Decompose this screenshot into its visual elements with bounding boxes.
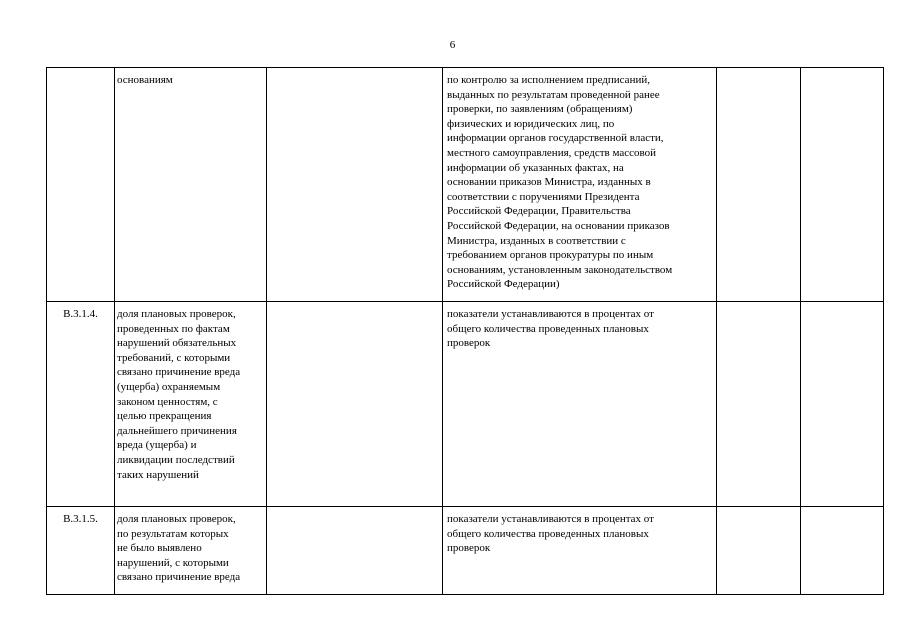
extra-cell-6 — [801, 507, 884, 595]
table-row — [47, 507, 884, 595]
row-code-cell: В.3.1.5. — [47, 507, 115, 595]
description-cell: по контролю за исполнением предписаний, выданных по результатам проведенной ранее проверки, по заявлениям (обращениям) физических и юридических лиц, по информации органов государственной власти, местного самоуправления, средств массовой информации об указанных фактах, на основании приказов Министра, изданных в соответствии с поручениями Президента Российской Федерации, Правительства Российской Федерации, на основании приказов Министра, изданных в соответствии с требованием органов прокуратуры по иным основаниям, установленным законодательством Российской Федерации) — [443, 68, 717, 302]
description-cell: показатели устанавливаются в процентах от общего количества проведенных плановых проверок — [443, 507, 717, 595]
value-cell — [267, 68, 443, 302]
extra-cell-5 — [717, 507, 801, 595]
indicator-name-cell: доля плановых проверок, проведенных по фактам нарушений обязательных требований, с которыми связано причинение вреда (ущерба) охраняемым законом ценностям, с целью прекращения дальнейшего причинения вреда (ущерба) и ликвидации последствий таких нарушений — [115, 302, 267, 507]
indicator-name-cell: основаниям — [115, 68, 267, 302]
extra-cell-5 — [717, 302, 801, 507]
indicators-table — [46, 67, 884, 595]
extra-cell-6 — [801, 302, 884, 507]
value-cell — [267, 302, 443, 507]
indicator-name-cell: доля плановых проверок, по результатам которых не было выявлено нарушений, с которыми связано причинение вреда — [115, 507, 267, 595]
value-cell — [267, 507, 443, 595]
description-cell: показатели устанавливаются в процентах от общего количества проведенных плановых проверок — [443, 302, 717, 507]
extra-cell-5 — [717, 68, 801, 302]
table-row — [47, 68, 884, 302]
page-number: 6 — [449, 39, 456, 51]
row-code-cell: В.3.1.4. — [47, 302, 115, 507]
table-row — [47, 302, 884, 507]
extra-cell-6 — [801, 68, 884, 302]
row-code-cell — [47, 68, 115, 302]
